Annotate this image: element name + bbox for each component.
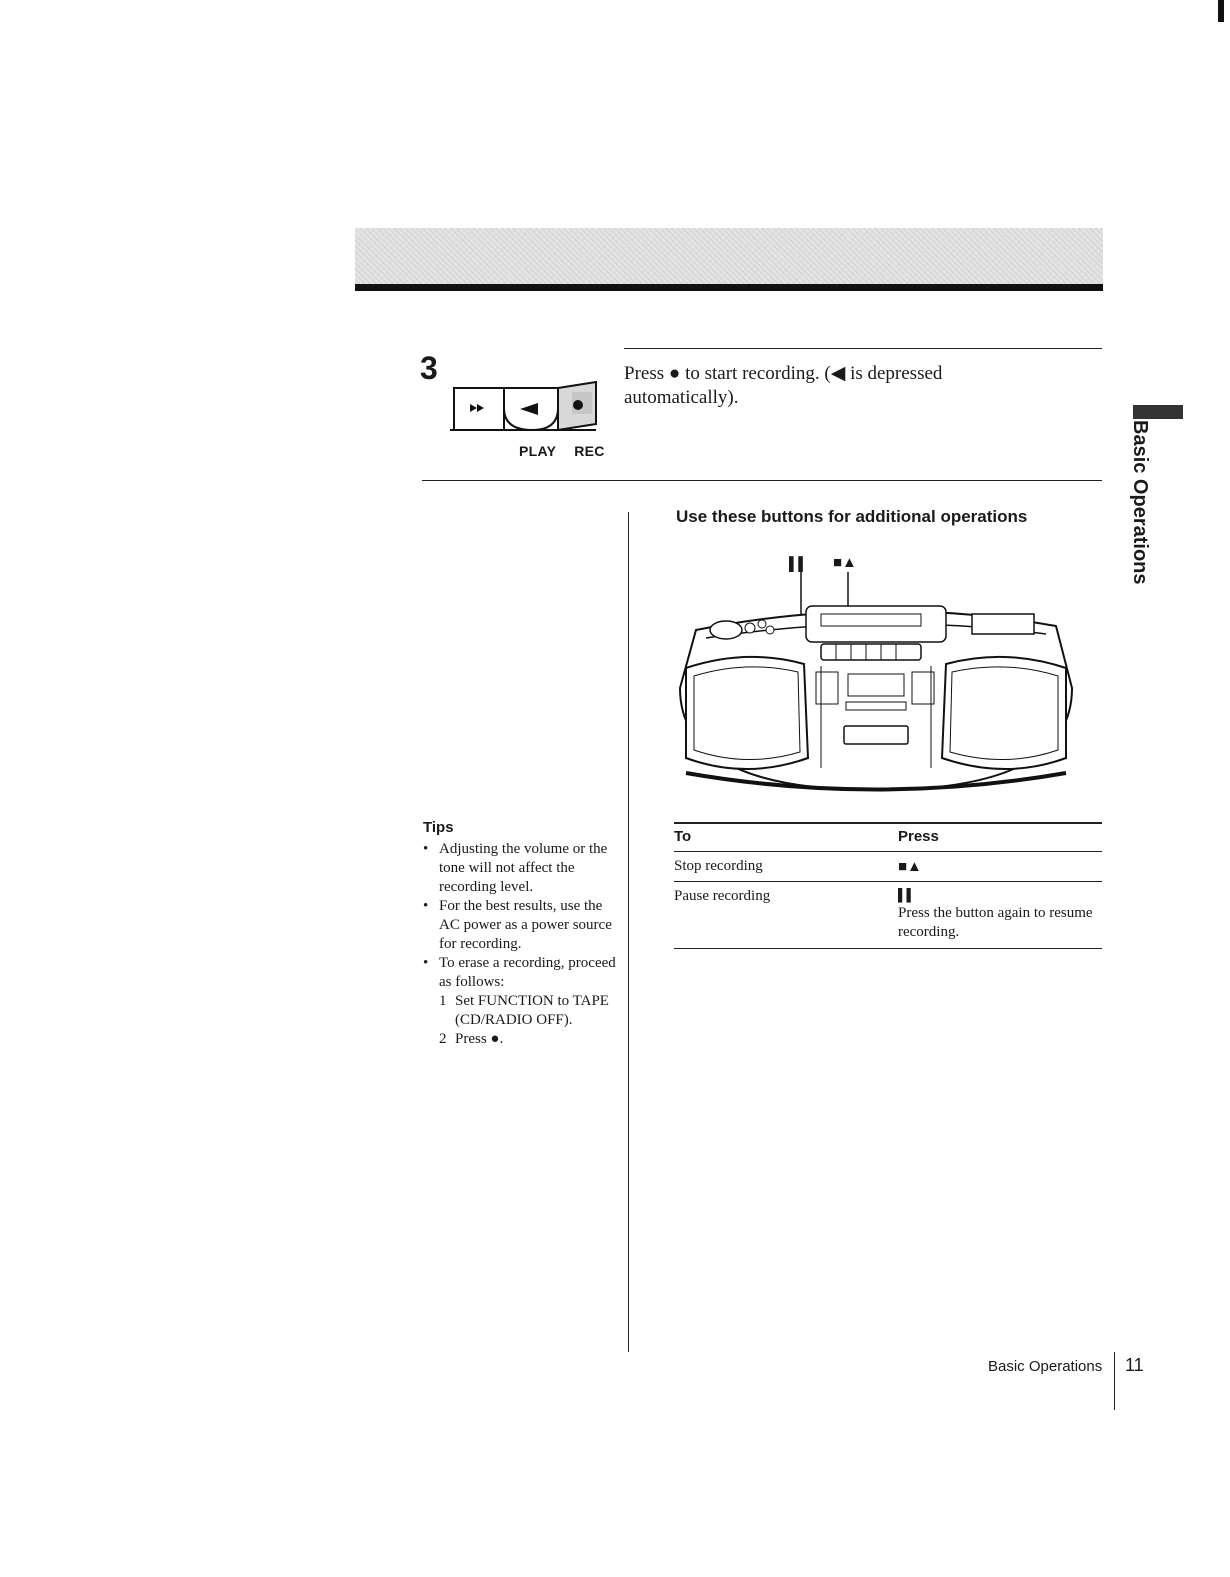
diagram-pause-label: ▌▌ [789, 556, 808, 571]
tips-title: Tips [423, 819, 454, 836]
section-header-band [355, 228, 1103, 286]
tape-button-labels [519, 443, 605, 459]
side-tab-marker [1133, 405, 1183, 419]
stop-eject-symbol: ■▲ [898, 858, 922, 875]
table-cell-press [898, 852, 1102, 882]
play-label: PLAY [519, 443, 556, 459]
tape-buttons-illustration [448, 378, 604, 436]
registration-mark [1218, 0, 1224, 22]
erase-steps-list [439, 992, 618, 1049]
footer-section-title: Basic Operations [988, 1358, 1103, 1375]
table-cell-press [898, 882, 1102, 949]
side-tab-label: Basic Operations [1129, 420, 1151, 585]
step-number: 3 [420, 350, 438, 386]
section-header-rule [355, 284, 1103, 291]
list-item: • Adjusting the volume or the tone will not affect the recording level. [423, 841, 608, 895]
table-row [674, 852, 1102, 882]
operations-table [674, 822, 1102, 949]
table-cell-to: Stop recording [674, 852, 898, 882]
page-number: 11 [1125, 1355, 1144, 1375]
table-header-to: To [674, 823, 898, 852]
table-header-row [674, 823, 1102, 852]
list-item: • To erase a recording, proceed as follows: 1 Set FUNCTION to TAPE (CD/RADIO OFF). 2 Press ●. [423, 954, 618, 1049]
footer-divider [1114, 1352, 1115, 1410]
section-heading: Use these buttons for additional operations [676, 507, 1028, 526]
tips-list [423, 840, 618, 1049]
cd-radio-cassette-illustration [676, 568, 1076, 794]
list-item: 2 Press ●. [439, 1031, 504, 1047]
record-icon [573, 400, 583, 410]
column-divider [628, 512, 629, 1352]
table-row [674, 882, 1102, 949]
table-cell-to: Pause recording [674, 882, 898, 949]
list-item: • For the best results, use the AC power as a power source for recording. [423, 898, 612, 952]
step-top-rule [624, 348, 1102, 349]
step-instruction: Press ● to start recording. (◀ is depressed automatically). [624, 363, 943, 408]
diagram-stop-eject-label: ■▲ [833, 554, 857, 571]
tips-section [423, 818, 618, 1049]
list-item: 1 Set FUNCTION to TAPE (CD/RADIO OFF). [439, 993, 609, 1028]
pause-symbol: ▌▌ [898, 888, 916, 902]
table-header-press: Press [898, 823, 1102, 852]
pause-note: Press the button again to resume recording. [898, 905, 1093, 940]
rec-label: REC [574, 443, 605, 459]
step-bottom-rule [422, 480, 1102, 481]
